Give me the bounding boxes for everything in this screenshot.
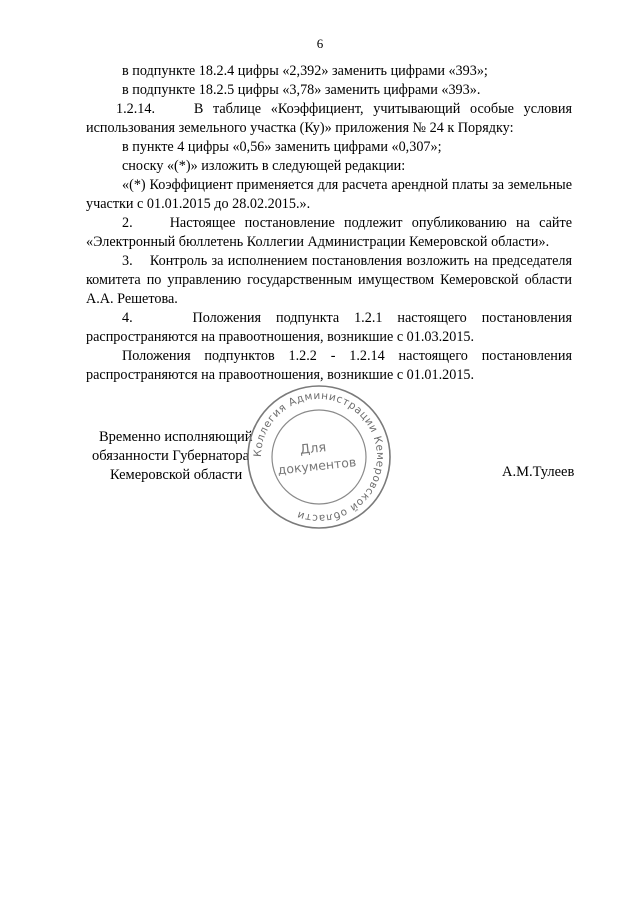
paragraph-4: 4. Положения подпункта 1.2.1 настоящего постановления распространяются на правоотношения, возникшие с 01.03.2015.	[86, 310, 576, 345]
paragraph-1-2-14: 1.2.14. В таблице «Коэффициент, учитывающий особые условия использования земельного участка (Ку)» приложения № 24 к Порядку:	[86, 101, 576, 136]
stamp-center-line1: Для	[299, 440, 327, 458]
paragraph-3: 3. Контроль за исполнением постановления возложить на председателя комитета по управлению государственным имуществом Кемеровской области А.А. Решетова.	[86, 253, 576, 307]
official-stamp	[244, 382, 394, 532]
page-number: 6	[316, 36, 324, 51]
paragraph-point-4: в пункте 4 цифры «0,56» заменить цифрами «0,307»;	[122, 139, 442, 155]
stamp-ring-text: Коллегия Администрации Кемеровской области	[251, 389, 387, 525]
paragraph-18-2-4: в подпункте 18.2.4 цифры «2,392» заменить цифрами «393»;	[122, 63, 488, 79]
signature-title-line1: Временно исполняющий	[99, 429, 253, 445]
signature-title-line3: Кемеровской области	[110, 467, 243, 483]
signature-title-line2: обязанности Губернатора	[92, 448, 250, 464]
signature-name: А.М.Тулеев	[502, 464, 575, 480]
paragraph-4-continued: Положения подпунктов 1.2.2 - 1.2.14 настоящего постановления распространяются на правоотношения, возникшие с 01.01.2015.	[86, 348, 572, 383]
paragraph-footnote-text: «(*) Коэффициент применяется для расчета арендной платы за земельные участки с 01.01.2015 до 28.02.2015.».	[86, 177, 572, 212]
stamp-center-line2: документов	[276, 454, 357, 478]
paragraph-footnote: сноску «(*)» изложить в следующей редакции:	[122, 158, 406, 174]
paragraph-2: 2. Настоящее постановление подлежит опубликованию на сайте «Электронный бюллетень Коллегии Администрации Кемеровской области».	[86, 215, 576, 250]
paragraph-18-2-5: в подпункте 18.2.5 цифры «3,78» заменить цифрами «393».	[122, 82, 481, 98]
document-body	[86, 62, 576, 385]
